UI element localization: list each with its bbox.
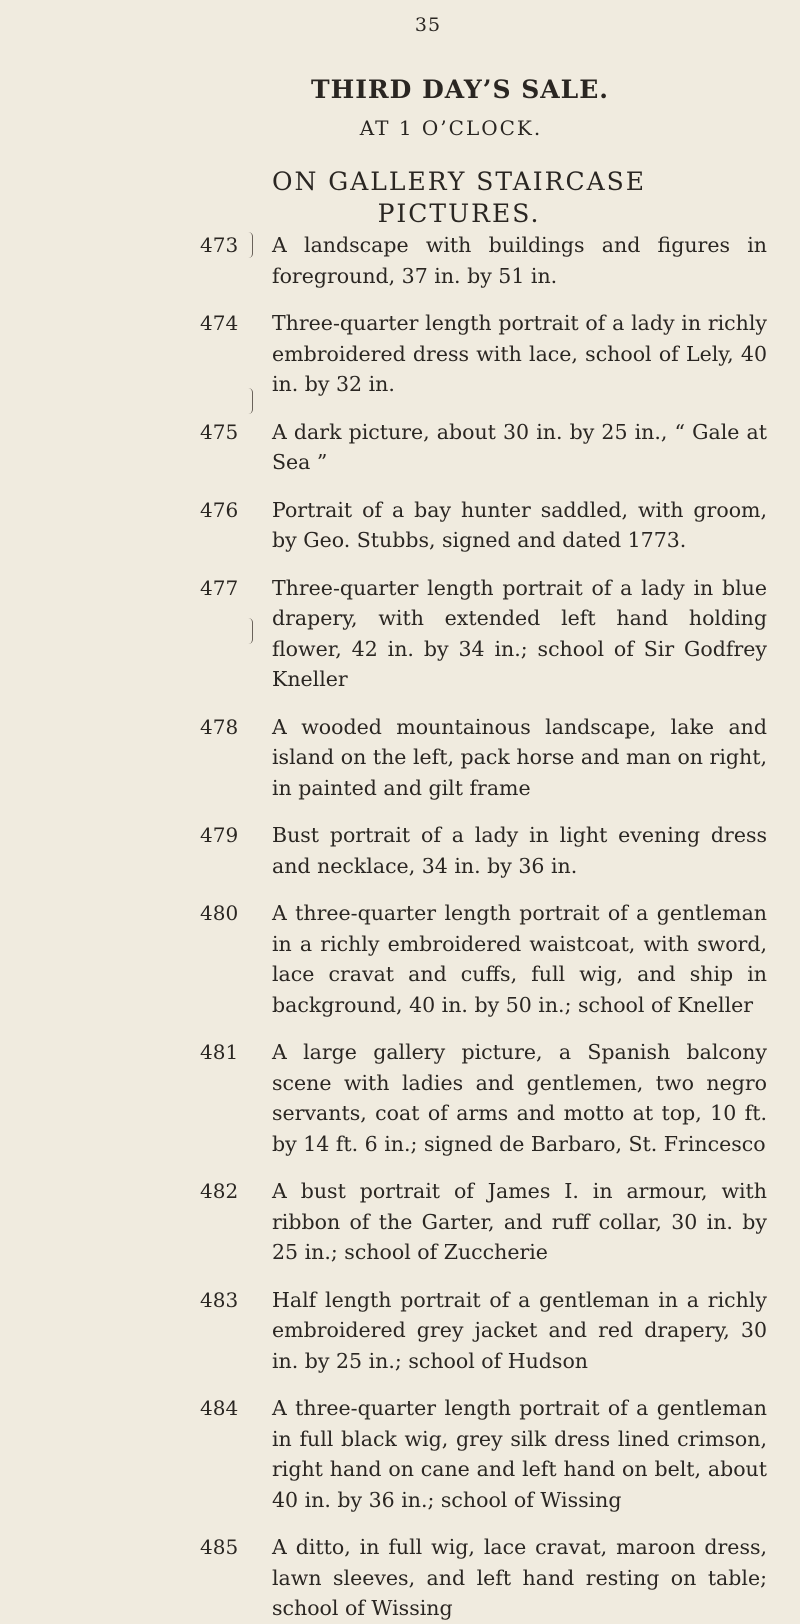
- lot-number: 483: [200, 1287, 239, 1312]
- lot-description: A bust portrait of James I. in armour, with ribbon of the Garter, and ruff collar, 30 in. by 25 in.; school of Zuccherie: [272, 1179, 767, 1264]
- lot-number: 476: [200, 497, 239, 522]
- lot-number: 482: [200, 1179, 239, 1203]
- pencil-bracket-mark: [244, 232, 253, 258]
- lot-description: A ditto, in full wig, lace cravat, maroon dress, lawn sleeves, and left hand resting on table; school of Wissing: [272, 1535, 767, 1620]
- lot-description: A large gallery picture, a Spanish balcony scene with ladies and gentlemen, two negro servants, coat of arms and motto at top, 10 ft. by 14 ft. 6 in.; signed de Barbaro, St. Frincesco: [272, 1040, 767, 1156]
- lot-number: 478: [200, 714, 239, 739]
- pencil-bracket-mark: [244, 388, 253, 414]
- lot-description: A three-quarter length portrait of a gentleman in a richly embroidered waistcoat, with sword, lace cravat and cuffs, full wig, and ship in background, 40 in. by 50 in.; school of Kneller: [272, 901, 767, 1017]
- lot-description: A dark picture, about 30 in. by 25 in., “ Gale at Sea ”: [272, 419, 767, 474]
- lot-description: Three-quarter length portrait of a lady in richly embroidered dress with lace, school of Lely, 40 in. by 32 in.: [272, 311, 767, 396]
- lot-description: Bust portrait of a lady in light evening dress and necklace, 34 in. by 36 in.: [272, 823, 767, 878]
- section-title: [0, 166, 800, 230]
- lot-number: 477: [200, 575, 239, 600]
- sale-title: THIRD DAY’S SALE.: [310, 75, 609, 104]
- section-title-line2: PICTURES.: [377, 199, 541, 228]
- lot-number: 479: [200, 823, 239, 847]
- pencil-bracket-mark: [244, 618, 253, 644]
- lot-description: Three-quarter length portrait of a lady in blue drapery, with extended left hand holding flower, 42 in. by 34 in.; school of Sir Godfrey Kneller: [272, 575, 767, 691]
- lot-number: 484: [200, 1396, 239, 1420]
- lot-description: Half length portrait of a gentleman in a richly embroidered grey jacket and red drapery, 30 in. by 25 in.; school of Hudson: [272, 1287, 767, 1373]
- lot-number: 481: [200, 1040, 239, 1064]
- lot-description: A wooded mountainous landscape, lake and island on the left, pack horse and man on right, in painted and gilt frame: [272, 714, 767, 800]
- lot-description: A three-quarter length portrait of a gentleman in full black wig, grey silk dress lined crimson, right hand on cane and left hand on belt, about 40 in. by 36 in.; school of Wissing: [272, 1396, 767, 1512]
- lot-description: Portrait of a bay hunter saddled, with groom, by Geo. Stubbs, signed and dated 1773.: [272, 497, 767, 552]
- sale-time: AT 1 O’CLOCK.: [359, 116, 543, 140]
- lot-number: 480: [200, 901, 239, 925]
- lot-description: A landscape with buildings and figures in foreground, 37 in. by 51 in.: [272, 233, 767, 288]
- lot-number: 473: [200, 233, 239, 257]
- lot-number: 474: [200, 311, 239, 335]
- section-title-line1: ON GALLERY STAIRCASE: [271, 167, 647, 196]
- page-number: 35: [414, 14, 442, 36]
- lot-number: 475: [200, 419, 239, 444]
- lot-number: 485: [200, 1535, 239, 1559]
